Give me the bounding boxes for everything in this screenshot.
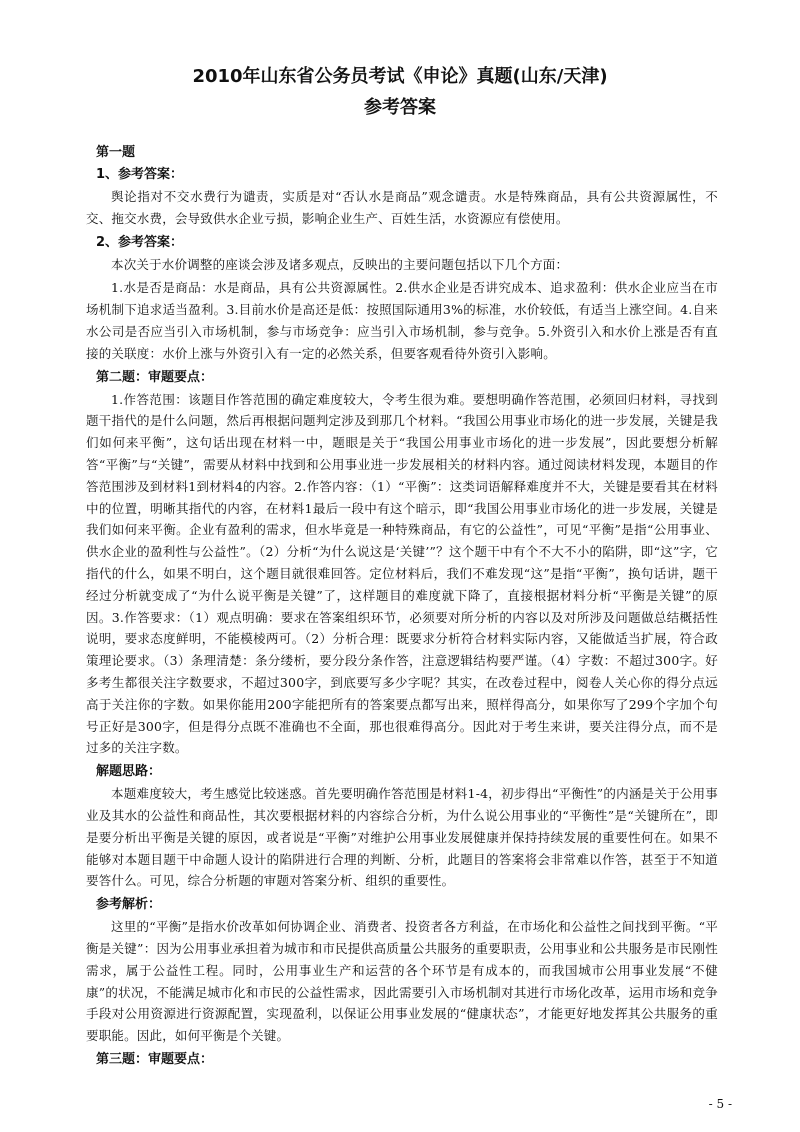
q2-analysis-label: 参考解析： <box>96 897 162 913</box>
document-title: 2010年山东省公务员考试《申论》真题(山东/天津) <box>192 66 608 87</box>
q1-answer2-text: 1.水是否是商品：水是商品，具有公共资源属性。2.供水企业是否讲究成本、追求盈利：供水企业应当在市场机制下追求适当盈利。3.目前水价是高还是低：按照国际通用3%的标准，水价较低，有适当上涨空间。4.自来水公司是否应当引入市场机制，参与市场竞争：应当引入市场机制，参与竞争。5.外资引入和水价上涨是否有直接的关联度：水价上涨与外资引入有一定的必然关系，但要客观看待外资引入影响。 <box>86 280 718 361</box>
q2-approach-text: 本题难度较大，考生感觉比较迷惑。首先要明确作答范围是材料1-4，初步得出“平衡性”的内涵是关于公用事业及其水的公益性和商品性，其次要根据材料的内容综合分析，为什么说公用事业的“平衡性”是“关键所在”，即是要分析出平衡是关键的原因，或者说是“平衡”对维护公用事业发展健康并保持持续发展的重要性何在。如果不能够对本题目题干中命题人设计的陷阱进行合理的判断、分析，此题目的答案将会非常难以作答，甚至于不知道要答什么。可见，综合分析题的审题对答案分析、组织的重要性。 <box>86 786 718 889</box>
document-body <box>86 142 718 1071</box>
page-number: - 5 - <box>708 1097 732 1111</box>
q3-heading: 第三题：审题要点： <box>96 1051 214 1067</box>
q2-approach-label: 解题思路： <box>96 764 162 780</box>
q2-heading: 第二题：审题要点： <box>96 369 214 385</box>
q1-answer1-label: 1、参考答案： <box>96 167 184 182</box>
q1-answer1-text: 舆论指对不交水费行为谴责，实质是对“否认水是商品”观念谴责。水是特殊商品，具有公共资源属性，不交、拖交水费，会导致供水企业亏损，影响企业生产、百姓生活，水资源应有偿使用。 <box>86 189 718 226</box>
q2-points-text: 1.作答范围：该题目作答范围的确定难度较大，令考生很为难。要想明确作答范围，必须回归材料，寻找到题干指代的是什么问题，然后再根据问题判定涉及到那几个材料。“我国公用事业市场化的进一步发展，关键是我们如何来平衡”，这句话出现在材料一中，题眼是关于“我国公用事业市场化的进一步发展”，因此要想分析解答“平衡”与“关键”，需要从材料中找到和公用事业进一步发展相关的材料内容。通过阅读材料发现，本题目的作答范围涉及到材料1到材料4的内容。2.作答内容：（1）“平衡”：这类词语解释难度并不大，关键是要看其在材料中的位置，明晰其指代的内容，在材料1最后一段中有这个暗示，即“我国公用事业市场化的进一步发展，关键是我们如何来平衡。企业有盈利的需求，但水毕竟是一种特殊商品，有它的公益性”，可见“平衡”是指“公用事业、供水企业的盈利性与公益性”。（2）分析“为什么说这是‘关键’”？这个题干中有个不大不小的陷阱，即“这”字，它指代的什么，如果不明白，这个题目就很难回答。定位材料后，我们不难发现“这”是指“平衡”，换句话讲，题干经过分析就变成了“为什么说平衡是关键”了，这样题目的难度就下降了，直接根据材料分析“平衡是关键”的原因。3.作答要求：（1）观点明确：要求在答案组织环节，必须要对所分析的内容以及对所涉及问题做总结概括性说明，要求态度鲜明，不能模棱两可。（2）分析合理：既要求分析符合材料实际内容，又能做适当扩展，符合政策理论要求。（3）条理清楚：条分缕析，要分段分条作答，注意逻辑结构要严谨。（4）字数：不超过300字。好多考生都很关注字数要求，不超过300字，到底要写多少字呢？其实，在改卷过程中，阅卷人关心你的得分点远高于关注你的字数。如果你能用200字能把所有的答案要点都写出来，照样得高分，如果你写了299个字加个句号正好是300字，但是得分点既不准确也不全面，那也很难得高分。因此对于考生来讲，要关注得分点，而不是过多的关注字数。 <box>86 391 718 756</box>
q1-answer2-label: 2、参考答案： <box>96 234 184 250</box>
q1-answer2-intro: 本次关于水价调整的座谈会涉及诸多观点，反映出的主要问题包括以下几个方面： <box>111 256 569 272</box>
q1-heading: 第一题 <box>96 145 136 160</box>
q2-analysis-text: 这里的“平衡”是指水价改革如何协调企业、消费者、投资者各方利益，在市场化和公益性之间找到平衡。“平衡是关键”：因为公用事业承担着为城市和市民提供高质量公共服务的重要职责，公用事业和公共服务是市民刚性需求，属于公益性工程。同时，公用事业生产和运营的各个环节是有成本的，而我国城市公用事业发展“不健康”的状况，不能满足城市化和市民的公益性需求，因此需要引入市场机制对其进行市场化改革，运用市场和竞争手段对公用资源进行资源配置，实现盈利，以保证公用事业发展的“健康状态”，才能更好地发挥其公共服务的重要职能。因此，如何平衡是个关键。 <box>86 919 718 1044</box>
document-subtitle: 参考答案 <box>364 97 436 118</box>
